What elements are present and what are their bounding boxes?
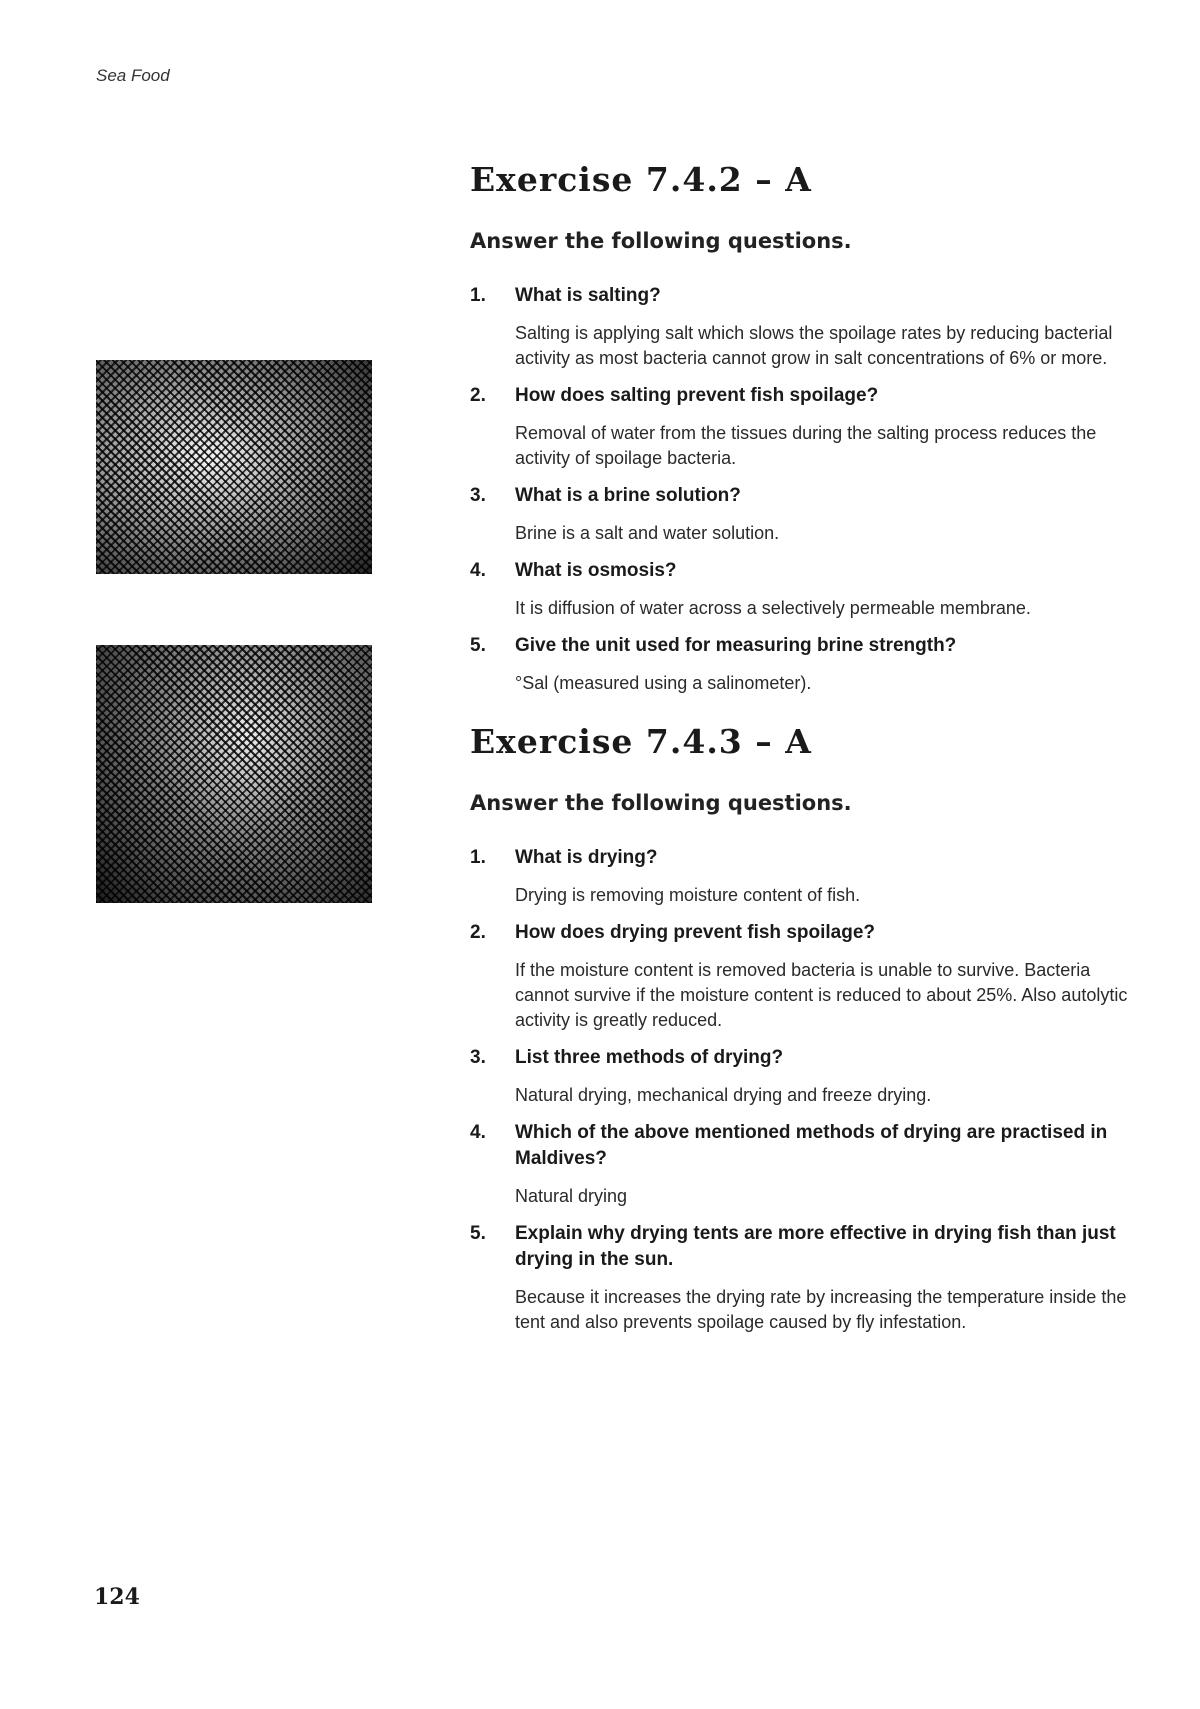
answer-text: Salting is applying salt which slows the spoilage rates by reducing bacterial activity as most bacteria cannot grow in salt concentrations of 6% or more.	[515, 323, 1113, 368]
answer-text: Natural drying	[515, 1186, 628, 1206]
question-item	[470, 1221, 1140, 1335]
question-number: 5.	[470, 635, 486, 656]
answer-text: It is diffusion of water across a selectively permeable membrane.	[515, 598, 1031, 618]
answer-text: Because it increases the drying rate by increasing the temperature inside the tent and also prevents spoilage caused by fly infestation.	[515, 1287, 1127, 1332]
question-number: 1.	[470, 285, 486, 306]
exercise-instruction: Answer the following questions.	[470, 791, 852, 815]
question-item	[470, 383, 1140, 471]
question-number: 2.	[470, 922, 486, 943]
question-item	[470, 633, 1140, 696]
question-number: 1.	[470, 847, 486, 868]
exercise-title: Exercise 7.4.3 – A	[470, 722, 812, 761]
question-text: Give the unit used for measuring brine strength?	[515, 635, 957, 656]
question-number: 5.	[470, 1223, 486, 1244]
question-text: List three methods of drying?	[515, 1047, 784, 1068]
answer-text: If the moisture content is removed bacteria is unable to survive. Bacteria cannot survive if the moisture content is reduced to about 25%. Also autolytic activity is greatly reduced.	[515, 960, 1128, 1030]
question-item	[470, 1120, 1140, 1209]
exercise-7-4-3	[470, 722, 1140, 1335]
question-item	[470, 1045, 1140, 1108]
exercise-title: Exercise 7.4.2 – A	[470, 160, 812, 199]
answer-text: Removal of water from the tissues during the salting process reduces the activity of spoilage bacteria.	[515, 423, 1097, 468]
question-number: 2.	[470, 385, 486, 406]
question-text: What is salting?	[515, 285, 661, 306]
question-text: What is a brine solution?	[515, 485, 741, 506]
running-header: Sea Food	[96, 66, 170, 85]
question-item	[470, 283, 1140, 371]
question-number: 3.	[470, 485, 486, 506]
exercise-content	[470, 160, 1140, 1347]
question-text: What is drying?	[515, 847, 658, 868]
question-list	[470, 283, 1140, 696]
question-text: What is osmosis?	[515, 560, 677, 581]
answer-text: °Sal (measured using a salinometer).	[515, 673, 812, 693]
fish-salting-photo	[96, 360, 372, 574]
question-item	[470, 483, 1140, 546]
exercise-7-4-2	[470, 160, 1140, 696]
question-item	[470, 558, 1140, 621]
exercise-instruction: Answer the following questions.	[470, 229, 852, 253]
question-number: 3.	[470, 1047, 486, 1068]
page-number: 124	[94, 1584, 140, 1610]
question-number: 4.	[470, 1122, 486, 1143]
question-item	[470, 920, 1140, 1033]
question-number: 4.	[470, 560, 486, 581]
answer-text: Natural drying, mechanical drying and freeze drying.	[515, 1085, 932, 1105]
answer-text: Brine is a salt and water solution.	[515, 523, 780, 543]
question-text: Which of the above mentioned methods of drying are practised in Maldives?	[515, 1122, 1108, 1169]
question-list	[470, 845, 1140, 1335]
fish-drying-photo	[96, 645, 372, 903]
answer-text: Drying is removing moisture content of fish.	[515, 885, 861, 905]
question-text: Explain why drying tents are more effective in drying fish than just drying in the sun.	[515, 1223, 1116, 1270]
question-text: How does drying prevent fish spoilage?	[515, 922, 875, 943]
question-item	[470, 845, 1140, 908]
question-text: How does salting prevent fish spoilage?	[515, 385, 879, 406]
